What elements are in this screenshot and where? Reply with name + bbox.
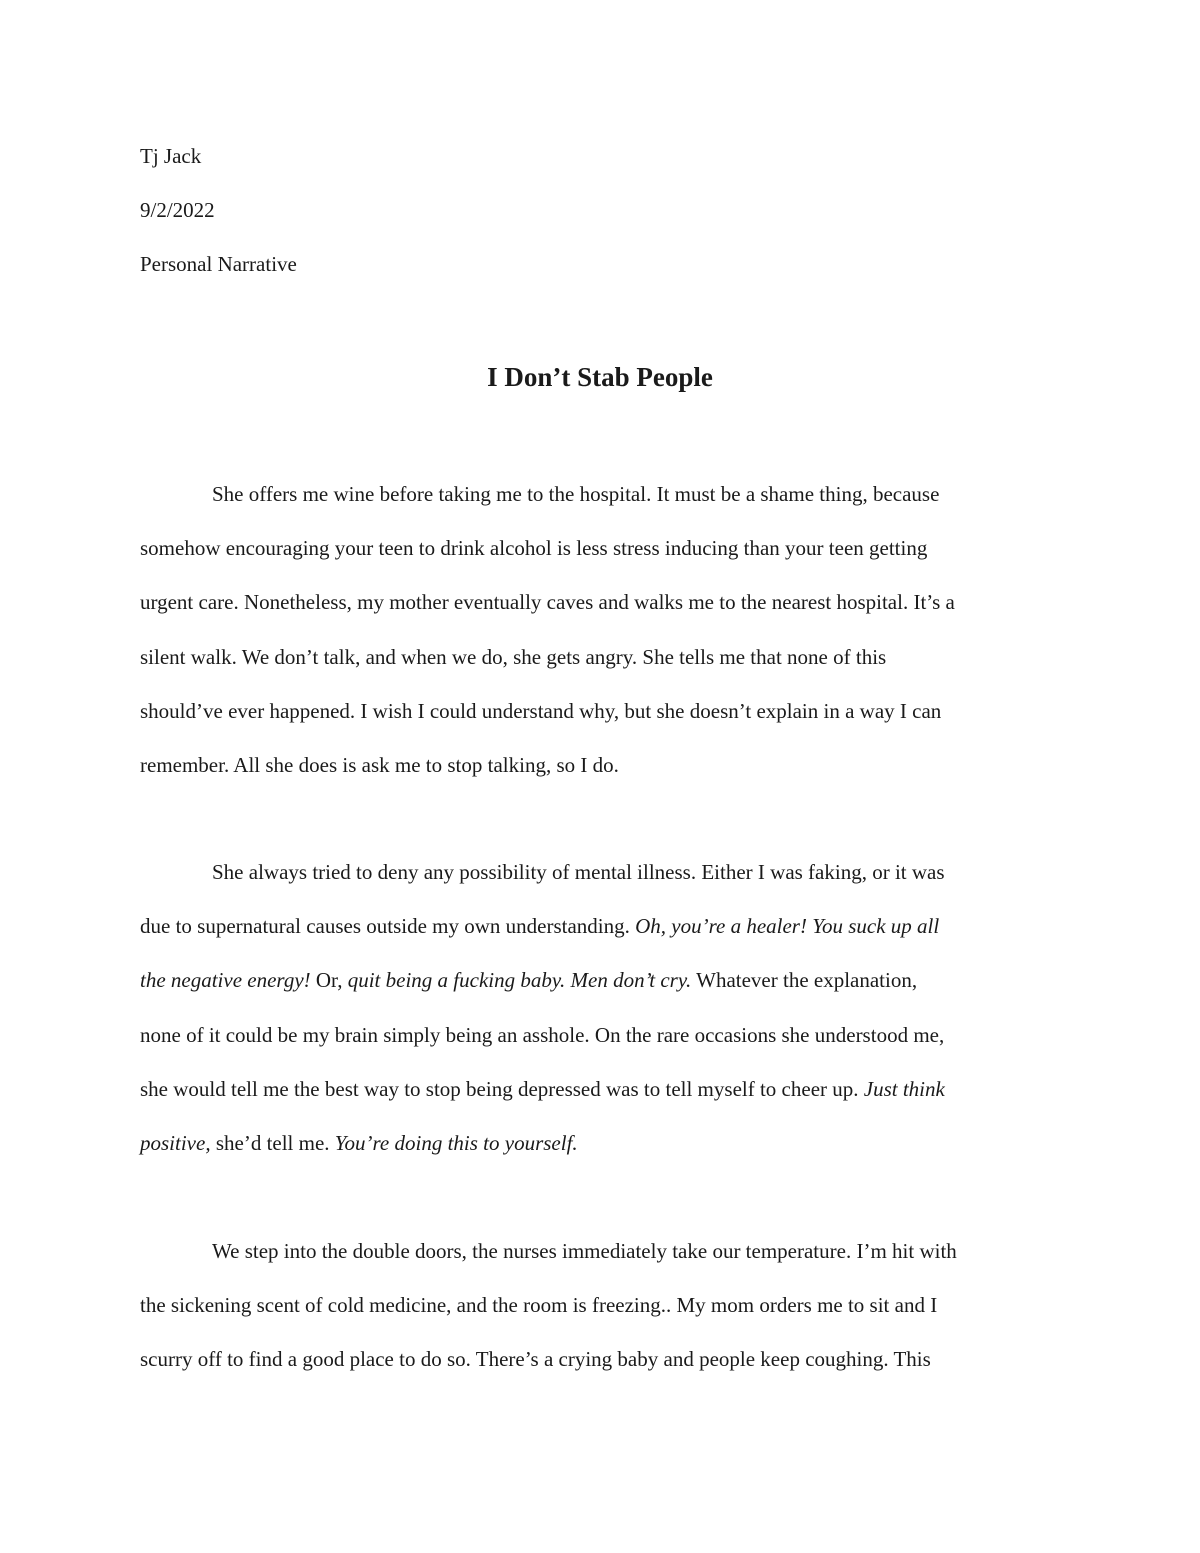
text-run: We step into the double doors, the nurses immediately take our temperature. I’m hit with [212,1239,957,1263]
italic-text: Just think [863,1076,945,1101]
text-run: scurry off to find a good place to do so. There’s a crying baby and people keep coughing. This [140,1347,931,1372]
paragraph-line [140,684,1060,738]
body-paragraph [140,467,1060,792]
paragraph-line [140,575,1060,629]
text-run: should’ve ever happened. I wish I could understand why, but she doesn’t explain in a way I can [140,698,942,723]
document-date: 9/2/2022 [140,198,215,222]
text-run: urgent care. Nonetheless, my mother eventually caves and walks me to the nearest hospital. It’s a [140,590,955,615]
document-title: I Don’t Stab People [487,362,713,392]
text-run: She offers me wine before taking me to the hospital. It must be a shame thing, because [212,482,940,506]
text-run: none of it could be my brain simply being an asshole. On the rare occasions she understood me, [140,1022,945,1047]
paragraph-line [140,1278,1060,1332]
paragraph-line [140,738,1060,792]
italic-text: positive, [140,1131,211,1156]
paragraph-line [140,1062,1060,1116]
italic-text: Oh, you’re a healer! You suck up all [635,914,940,939]
text-run: she would tell me the best way to stop being depressed was to tell myself to cheer up. [140,1076,864,1101]
text-run: due to supernatural causes outside my own understanding. [140,914,636,939]
text-run: the sickening scent of cold medicine, and the room is freezing.. My mom orders me to sit and I [140,1293,938,1318]
paragraph-line [140,845,1060,899]
paragraph-line [140,1116,1060,1170]
paragraph-line [140,467,1060,521]
paragraph-line [140,630,1060,684]
paragraph-line [140,953,1060,1007]
assignment-type: Personal Narrative [140,252,297,276]
italic-text: You’re doing this to yourself. [334,1131,578,1156]
body-paragraph [140,1224,1060,1387]
paragraph-line [140,1224,1060,1278]
paragraph-line [140,899,1060,953]
text-run: somehow encouraging your teen to drink alcohol is less stress inducing than your teen getting [140,536,928,561]
text-run: Whatever the explanation, [691,968,918,993]
author-name: Tj Jack [140,144,202,168]
paragraph-line [140,1008,1060,1062]
italic-text: the negative energy! [140,968,311,993]
text-run: Or, [310,968,348,993]
body-paragraph [140,845,1060,1170]
text-run: she’d tell me. [210,1131,335,1156]
paragraph-line [140,521,1060,575]
text-run: remember. All she does is ask me to stop talking, so I do. [140,753,619,778]
paragraph-line [140,1332,1060,1386]
text-run: She always tried to deny any possibility of mental illness. Either I was faking, or it was [212,860,945,884]
text-run: silent walk. We don’t talk, and when we do, she gets angry. She tells me that none of this [140,644,887,669]
italic-text: quit being a fucking baby. Men don’t cry. [347,968,692,993]
